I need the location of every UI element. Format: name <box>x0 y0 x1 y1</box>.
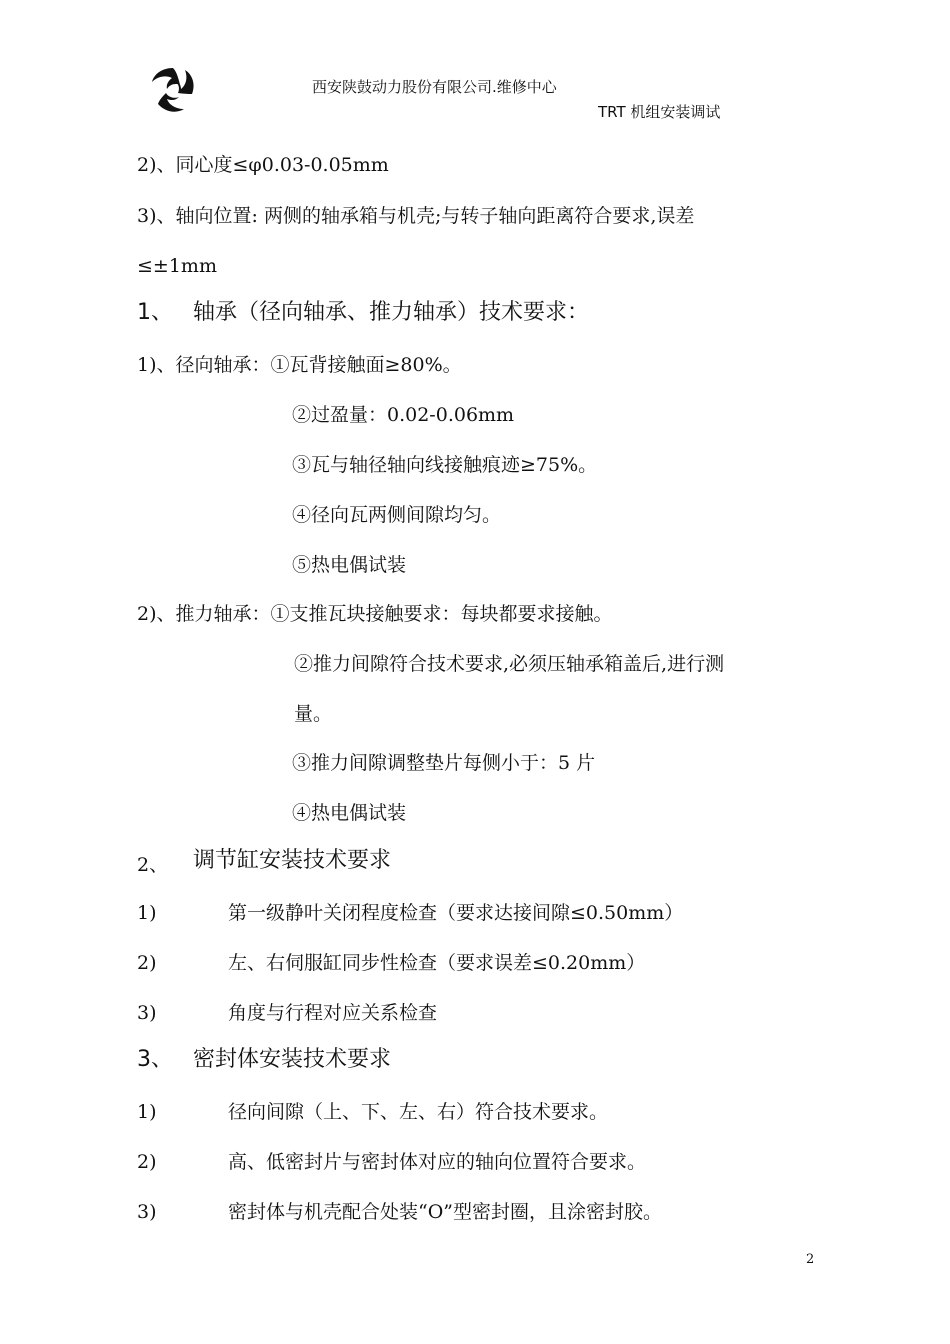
list-item <box>137 1099 777 1125</box>
radial-bearing-item: ③瓦与轴径轴向线接触痕迹≥75%。 <box>292 454 598 476</box>
concentricity-item: 2)、同心度≤φ0.03-0.05mm <box>137 154 389 176</box>
radial-bearing-label: 1)、径向轴承：①瓦背接触面≥80%。 <box>137 354 462 376</box>
document-title: TRT 机组安装调试 <box>598 103 721 121</box>
axial-position-item-line1: 3)、轴向位置: 两侧的轴承箱与机壳;与转子轴向距离符合要求,误差 <box>137 205 695 227</box>
list-item <box>137 900 777 926</box>
section-2-heading <box>137 847 537 875</box>
list-item-number: 2) <box>137 952 157 974</box>
list-item-text: 密封体与机壳配合处装“O”型密封圈，且涂密封胶。 <box>228 1201 663 1223</box>
thrust-bearing-item-line2: 量。 <box>294 703 333 725</box>
radial-bearing-item: ④径向瓦两侧间隙均匀。 <box>292 504 502 526</box>
radial-bearing-item: ⑤热电偶试装 <box>292 554 407 576</box>
section-number: 1、 <box>137 300 173 325</box>
list-item-number: 1) <box>137 902 157 924</box>
thrust-bearing-item: ④热电偶试装 <box>292 802 407 824</box>
list-item-text: 第一级静叶关闭程度检查（要求达接间隙≤0.50mm） <box>228 902 684 924</box>
list-item-text: 左、右伺服缸同步性检查（要求误差≤0.20mm） <box>228 952 646 974</box>
radial-bearing-item: ②过盈量：0.02-0.06mm <box>292 404 515 426</box>
company-name: 西安陕鼓动力股份有限公司.维修中心 <box>312 78 557 96</box>
section-1-heading <box>137 299 697 327</box>
list-item-number: 3) <box>137 1002 157 1024</box>
section-number: 3、 <box>137 1047 173 1072</box>
thrust-bearing-item-line1: ②推力间隙符合技术要求,必须压轴承箱盖后,进行测 <box>294 653 725 675</box>
list-item <box>137 1000 777 1026</box>
list-item <box>137 950 777 976</box>
list-item-text: 高、低密封片与密封体对应的轴向位置符合要求。 <box>228 1151 647 1173</box>
list-item-text: 径向间隙（上、下、左、右）符合技术要求。 <box>228 1101 609 1123</box>
thrust-bearing-item: ③推力间隙调整垫片每侧小于：5 片 <box>292 752 596 774</box>
list-item <box>137 1199 797 1225</box>
thrust-bearing-label: 2)、推力轴承：①支推瓦块接触要求：每块都要求接触。 <box>137 603 613 625</box>
section-title: 调节缸安装技术要求 <box>193 848 392 873</box>
company-logo-icon <box>148 64 198 116</box>
page-number: 2 <box>806 1252 815 1267</box>
list-item <box>137 1149 777 1175</box>
list-item-text: 角度与行程对应关系检查 <box>228 1002 438 1024</box>
axial-position-item-line2: ≤±1mm <box>137 255 217 277</box>
section-number: 2、 <box>137 854 169 876</box>
list-item-number: 2) <box>137 1151 157 1173</box>
list-item-number: 3) <box>137 1201 157 1223</box>
section-title: 密封体安装技术要求 <box>193 1047 392 1072</box>
section-3-heading <box>137 1046 537 1074</box>
section-title: 轴承（径向轴承、推力轴承）技术要求： <box>193 300 590 325</box>
list-item-number: 1) <box>137 1101 157 1123</box>
